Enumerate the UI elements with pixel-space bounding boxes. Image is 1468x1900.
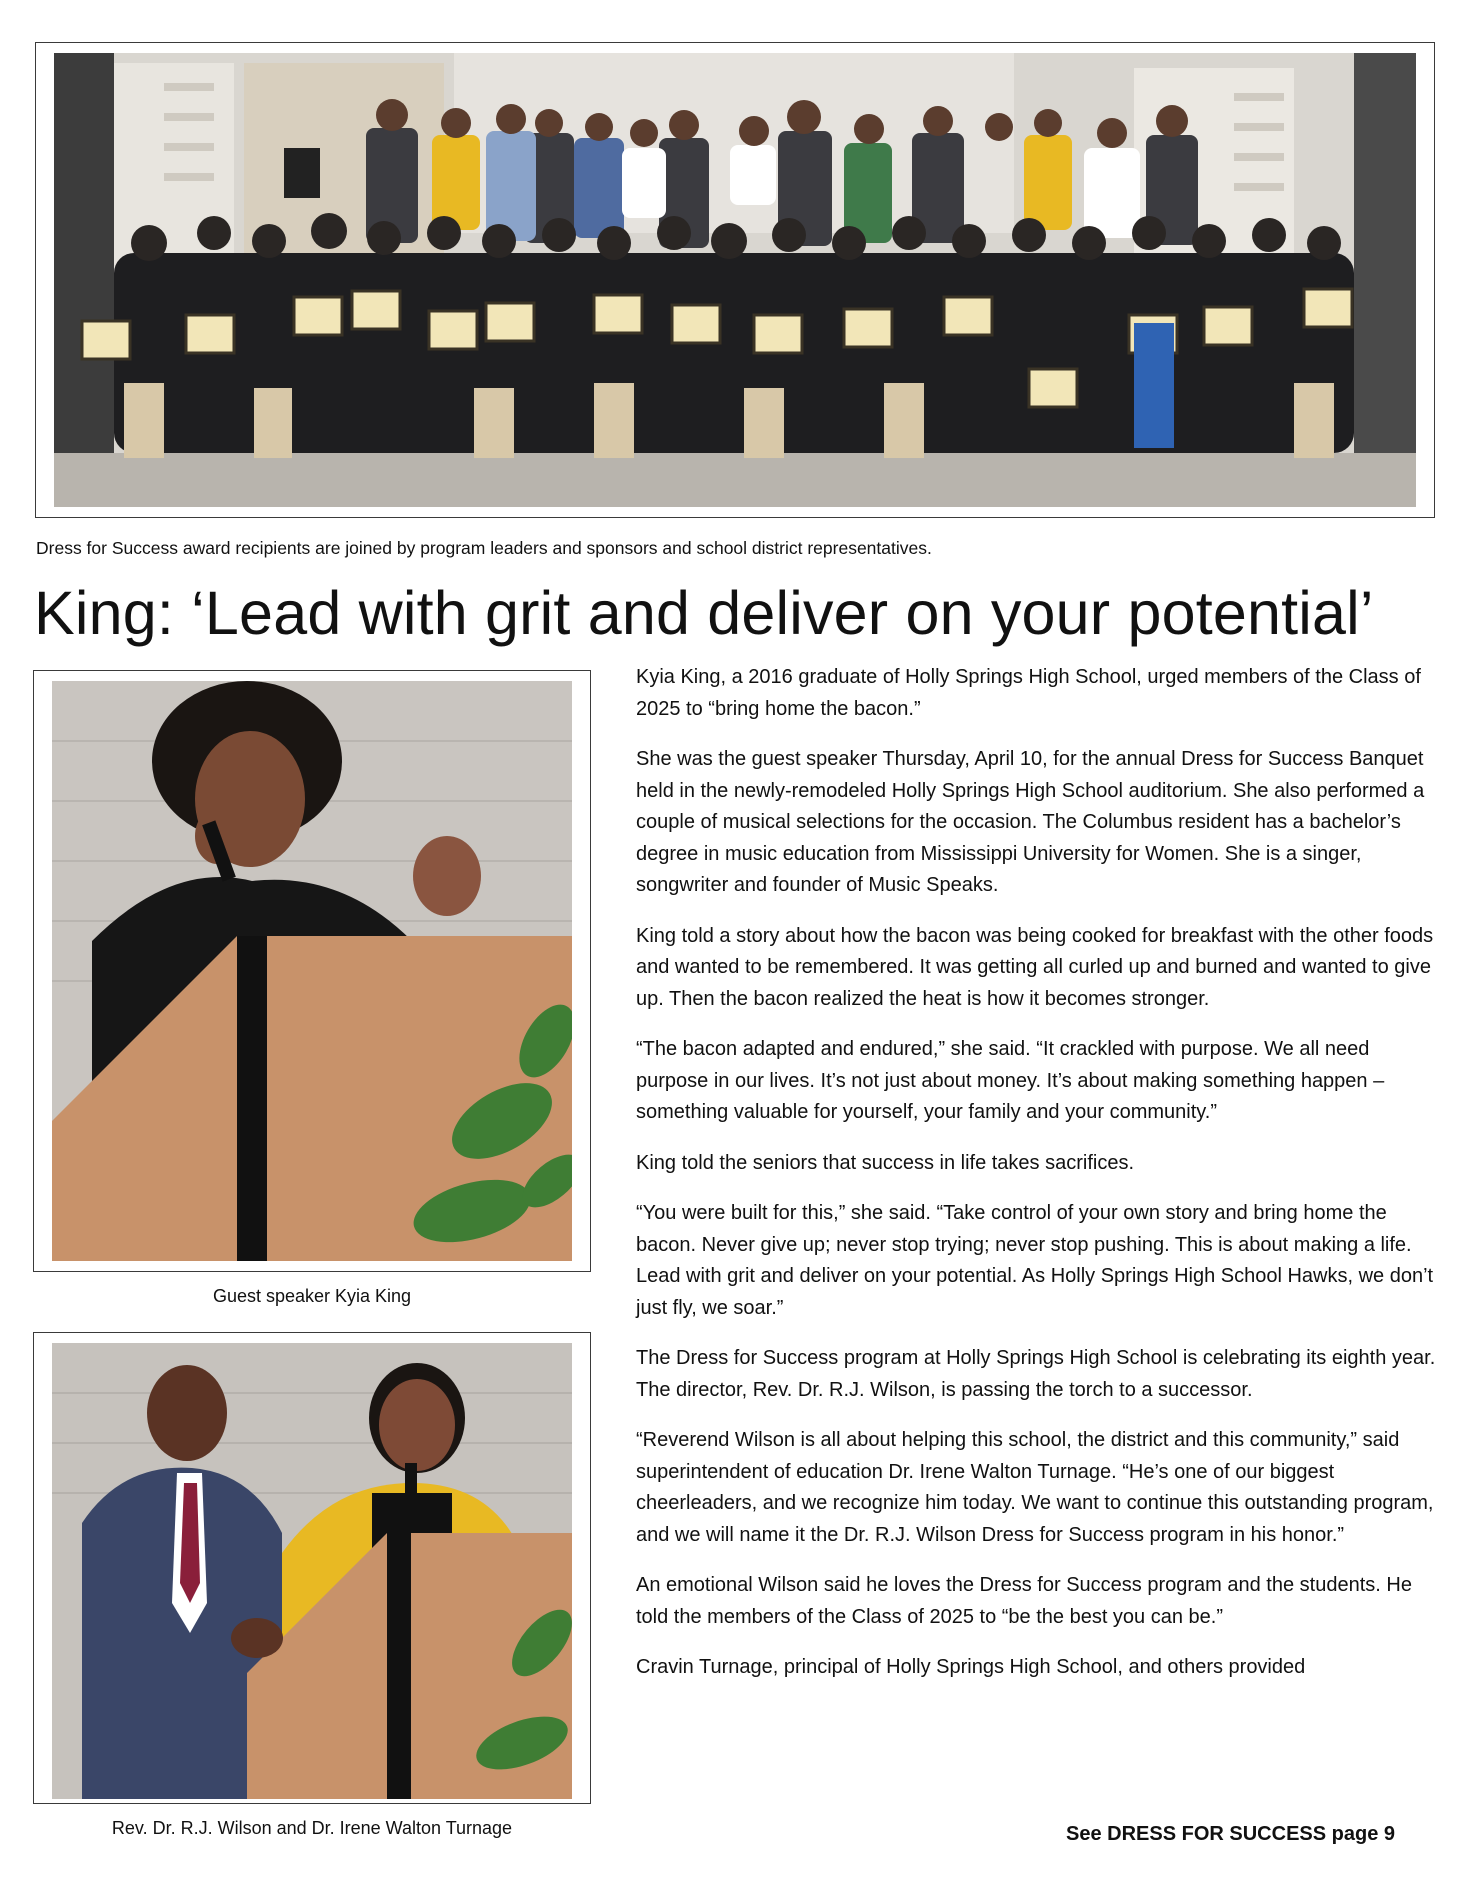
article-paragraph: “You were built for this,” she said. “Take control of your own story and bring home the bacon. Never give up; never stop trying; never stop pushing. This is about making a life. Lead with grit and deliver on your potential. As Holly Springs High School Hawks, we don’t just fly, we soar.” bbox=[636, 1202, 1434, 1319]
headline: King: ‘Lead with grit and deliver on your potential’ bbox=[34, 579, 1374, 647]
article-paragraph: The Dress for Success program at Holly Springs High School is celebrating its eighth year. The director, Rev. Dr. R.J. Wilson, is passing the torch to a successor. bbox=[636, 1347, 1436, 1401]
group-photo-image bbox=[54, 53, 1416, 507]
king-photo-caption: Guest speaker Kyia King bbox=[212, 1286, 412, 1306]
wilson-photo-image bbox=[52, 1343, 572, 1799]
article-paragraph: Cravin Turnage, principal of Holly Springs High School, and others provided bbox=[636, 1656, 1306, 1678]
article-paragraph: She was the guest speaker Thursday, April 10, for the annual Dress for Success Banquet held in the newly-remodeled Holly Springs High School auditorium. She also performed a couple of musical selections for the occasion. The Columbus resident has a bachelor’s degree in music education from Mississippi University for Women. She is a singer, songwriter and founder of Music Speaks. bbox=[636, 748, 1425, 896]
wilson-photo-frame bbox=[33, 1332, 591, 1804]
group-photo bbox=[54, 53, 1416, 507]
king-photo bbox=[52, 681, 572, 1261]
article-body bbox=[636, 662, 1436, 1703]
article-paragraph: An emotional Wilson said he loves the Dress for Success program and the students. He told the members of the Class of 2025 to “be the best you can be.” bbox=[636, 1574, 1412, 1628]
continued-on-page-link[interactable]: See DRESS FOR SUCCESS page 9 bbox=[1066, 1823, 1395, 1845]
article-paragraph: “Reverend Wilson is all about helping this school, the district and this community,” said superintendent of education Dr. Irene Walton Turnage. “He’s one of our biggest cheerleaders, and we recognize him today. We want to continue this outstanding program, and we will name it the Dr. R.J. Wilson Dress for Success program in his honor.” bbox=[636, 1429, 1434, 1546]
wilson-photo bbox=[52, 1343, 572, 1799]
article-paragraph: Kyia King, a 2016 graduate of Holly Springs High School, urged members of the Class of 2025 to “bring home the bacon.” bbox=[636, 666, 1421, 720]
article-paragraph: King told the seniors that success in life takes sacrifices. bbox=[636, 1151, 1135, 1174]
article-paragraph: King told a story about how the bacon was being cooked for breakfast with the other foods and wanted to be remembered. It was getting all curled up and burned and wanted to give up. Then the bacon realized the heat is how it becomes stronger. bbox=[636, 924, 1434, 1010]
king-photo-image bbox=[52, 681, 572, 1261]
wilson-photo-caption: Rev. Dr. R.J. Wilson and Dr. Irene Walton Turnage bbox=[111, 1818, 513, 1838]
group-photo-frame bbox=[35, 42, 1435, 518]
article-paragraph: “The bacon adapted and endured,” she said. “It crackled with purpose. We all need purpose in our lives. It’s not just about money. It’s about making something happen – something valuable for yourself, your family and your community.” bbox=[636, 1038, 1385, 1123]
group-photo-caption: Dress for Success award recipients are joined by program leaders and sponsors and school district representatives. bbox=[36, 538, 932, 558]
king-photo-frame bbox=[33, 670, 591, 1272]
